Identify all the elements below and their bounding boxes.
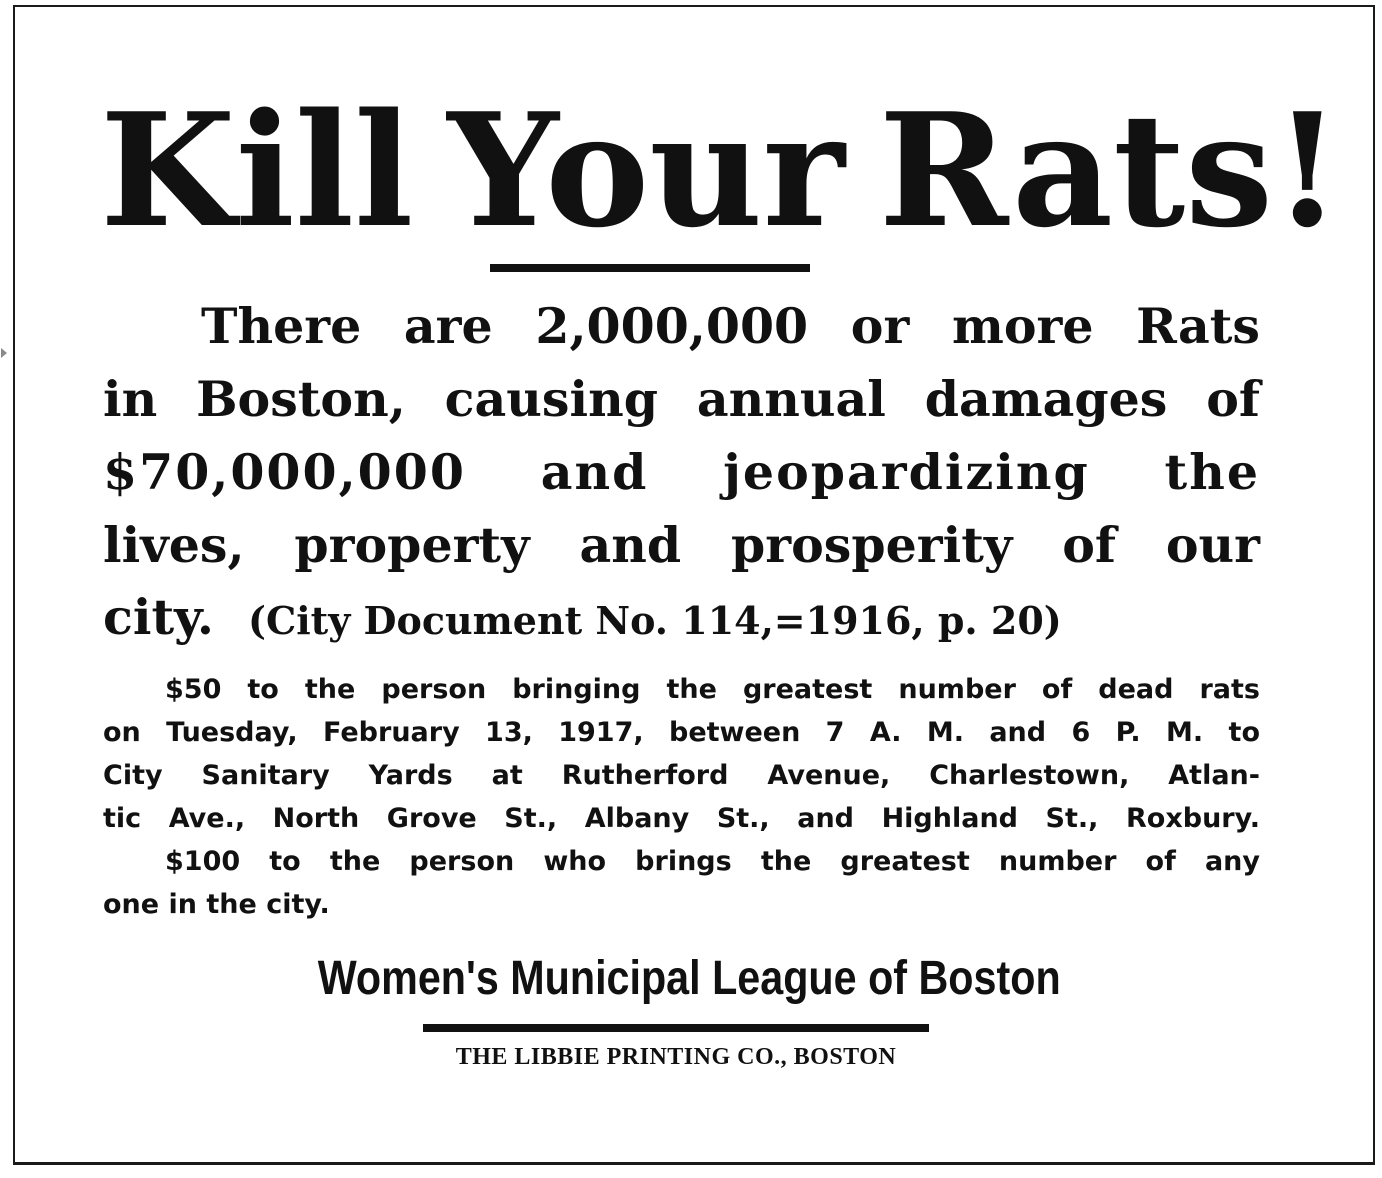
body-line: City Sanitary Yards at Rutherford Avenue, Charlestown, Atlan- <box>103 760 1260 791</box>
lead-line: There are 2,000,000 or more Rats <box>201 297 1260 355</box>
headline-underline-rule <box>490 264 810 272</box>
printer-credit: THE LIBBIE PRINTING CO., BOSTON <box>455 1044 897 1070</box>
headline-word-rats: Rats! <box>878 79 1342 262</box>
body-line: tic Ave., North Grove St., Albany St., and Highland St., Roxbury. <box>103 803 1260 834</box>
body-line: one in the city. <box>103 889 330 920</box>
reward-paragraphs <box>103 668 1260 926</box>
signature-rule <box>423 1024 929 1032</box>
body-line: on Tuesday, February 13, 1917, between 7 A. M. and 6 P. M. to <box>103 717 1260 748</box>
lead-closing-line <box>103 582 1062 652</box>
signature: Women's Municipal League of Boston <box>317 952 1061 1005</box>
body-line: $100 to the person who brings the greatest number of any <box>165 846 1260 877</box>
margin-marker <box>1 348 7 358</box>
citation: (City Document No. 114,=1916, p. 20) <box>248 598 1062 643</box>
lead-paragraph <box>103 290 1260 582</box>
lead-line: $70,000,000 and jeopardizing the <box>103 443 1260 501</box>
body-line: $50 to the person bringing the greatest number of dead rats <box>165 674 1260 705</box>
lead-line: in Boston, causing annual damages of <box>103 370 1260 428</box>
lead-line: lives, property and prosperity of our <box>103 516 1260 574</box>
headline <box>100 79 1342 262</box>
headline-word-your: Your <box>447 79 845 262</box>
headline-word-kill: Kill <box>100 79 414 262</box>
lead-last-word: city. <box>103 588 214 646</box>
